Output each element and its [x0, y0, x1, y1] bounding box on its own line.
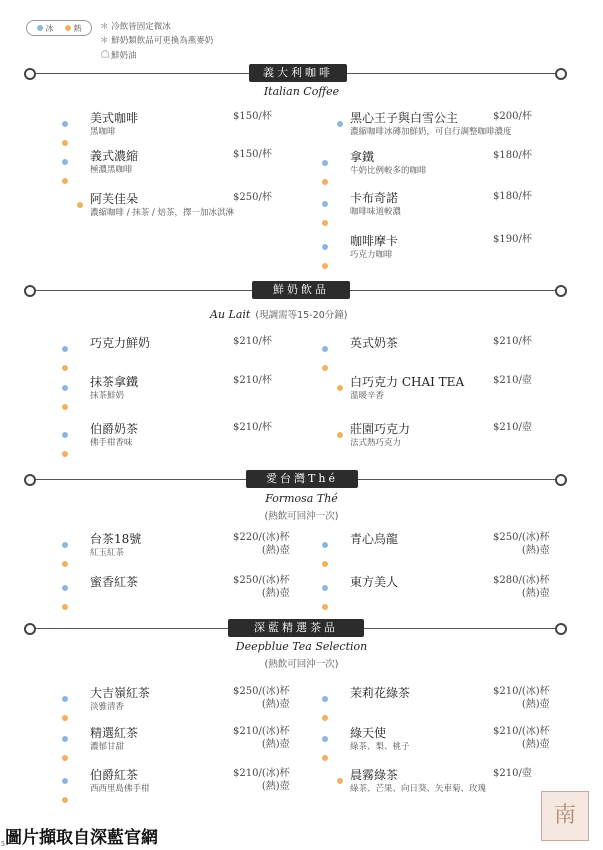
hot-dot-icon: [62, 365, 68, 371]
divider-right-dot: [555, 285, 567, 297]
note-iced: ＊ 冷飲皆固定微冰: [100, 22, 171, 32]
section-note-formosa-the: (熱飲可回沖一次): [264, 511, 339, 522]
item-price: $250/(冰)杯 (熱)壺: [493, 532, 550, 556]
item-price: $150/杯: [233, 149, 272, 160]
hot-dot-icon: [62, 561, 68, 567]
legend-iced: 冰: [37, 23, 54, 34]
hot-dot-icon: [322, 755, 328, 761]
section-subtitle-deepblue-tea: Deepblue Tea Selection: [235, 640, 368, 653]
item-name: 晨霧綠茶: [350, 768, 399, 782]
item-price: $280/(冰)杯 (熱)壺: [493, 575, 550, 599]
image-source-caption: 圖片擷取自深藍官網: [5, 828, 158, 848]
hot-dot-icon: [322, 561, 328, 567]
item-price: $200/杯: [493, 111, 532, 122]
item-price: $210/杯: [233, 336, 272, 347]
item-price: $250/杯: [233, 192, 272, 203]
hot-dot-icon: [322, 179, 328, 185]
section-note-deepblue-tea: (熱飲可回沖一次): [264, 659, 339, 670]
section-title-au-lait: 鮮奶飲品: [252, 281, 350, 299]
item-description: 西西里島佛手柑: [90, 784, 150, 794]
whipped-cream-icon: [100, 48, 109, 57]
iced-dot-icon: [322, 346, 328, 352]
section-title-formosa-the: 愛台灣Thé: [246, 470, 358, 488]
item-name: 咖啡摩卡: [350, 234, 399, 248]
item-name: 青心烏龍: [350, 532, 399, 546]
section-note-au-lait: (現調需等15-20分鐘): [255, 310, 348, 321]
hot-dot-icon: [322, 220, 328, 226]
item-description: 淡雅清香: [90, 702, 125, 712]
item-description: 溫暖辛香: [350, 391, 385, 401]
item-name: 蜜香紅茶: [90, 575, 139, 589]
iced-dot-icon: [322, 160, 328, 166]
iced-dot-icon: [322, 542, 328, 548]
note-oat: ＊ 鮮奶類飲品可更換為燕麥奶: [100, 36, 214, 46]
hot-dot-icon: [322, 604, 328, 610]
iced-dot-icon: [322, 585, 328, 591]
hot-dot-icon: [62, 404, 68, 410]
shop-stamp-logo: 南: [541, 791, 589, 841]
section-subtitle-formosa-the: Formosa Thé: [265, 492, 338, 505]
iced-dot-icon: [62, 736, 68, 742]
item-name: 美式咖啡: [90, 111, 139, 125]
hot-dot-icon: [322, 263, 328, 269]
section-subtitle-row: [210, 303, 347, 322]
item-description: 咖啡味道較濃: [350, 207, 402, 217]
section-subtitle-italian-coffee: Italian Coffee: [263, 85, 340, 98]
hot-dot-icon: [62, 604, 68, 610]
item-price: $210/壺: [493, 375, 532, 386]
hot-dot-icon: [62, 715, 68, 721]
section-subtitle-au-lait: Au Lait: [210, 308, 251, 321]
item-price: $210/(冰)杯 (熱)壺: [493, 686, 550, 710]
item-description: 極濃黑咖啡: [90, 165, 133, 175]
iced-dot-icon: [337, 121, 343, 127]
item-description: 黑咖啡: [90, 127, 116, 137]
divider-left-dot: [24, 623, 36, 635]
iced-dot-icon: [322, 201, 328, 207]
section-title-italian-coffee: 義大利咖啡: [249, 64, 347, 82]
item-name: 英式奶茶: [350, 336, 399, 350]
item-name: 黑心王子與白雪公主: [350, 111, 459, 125]
temperature-legend: [26, 20, 92, 36]
item-description: 濃郁甘甜: [90, 742, 125, 752]
item-price: $220/(冰)杯 (熱)壺: [233, 532, 290, 556]
item-price: $150/杯: [233, 111, 272, 122]
iced-dot-icon: [62, 778, 68, 784]
divider-left-dot: [24, 68, 36, 80]
hot-dot-icon: [337, 432, 343, 438]
item-description: 巧克力咖啡: [350, 250, 393, 260]
menu-notes: [100, 20, 213, 63]
item-name: 伯爵紅茶: [90, 768, 139, 782]
hot-dot-icon: [337, 385, 343, 391]
iced-dot-icon: [322, 736, 328, 742]
item-description: 濃縮咖啡 / 抹茶 / 焙茶，擇一加冰淇淋: [90, 208, 235, 218]
hot-dot-icon: [62, 451, 68, 457]
iced-dot-icon: [322, 244, 328, 250]
item-name: 卡布奇諾: [350, 191, 399, 205]
item-price: $210/(冰)杯 (熱)壺: [233, 726, 290, 750]
item-price: $250/(冰)杯 (熱)壺: [233, 686, 290, 710]
divider-right-dot: [555, 68, 567, 80]
item-price: $210/(冰)杯 (熱)壺: [493, 726, 550, 750]
item-description: 法式熱巧克力: [350, 438, 402, 448]
iced-dot-icon: [62, 542, 68, 548]
hot-dot-icon: [322, 715, 328, 721]
item-name: 義式濃縮: [90, 149, 139, 163]
item-name: 白巧克力 CHAI TEA: [350, 375, 465, 389]
item-price: $210/杯: [233, 422, 272, 433]
hot-dot-icon: [62, 140, 68, 146]
item-name: 拿鐵: [350, 150, 375, 164]
item-price: $180/杯: [493, 191, 532, 202]
iced-dot-icon: [62, 121, 68, 127]
item-description: 抹茶鮮奶: [90, 391, 125, 401]
item-description: 佛手柑香味: [90, 438, 133, 448]
iced-dot-icon: [62, 432, 68, 438]
note-cream: 鮮奶油: [100, 48, 213, 63]
item-price: $210/(冰)杯 (熱)壺: [233, 768, 290, 792]
item-name: 巧克力鮮奶: [90, 336, 151, 350]
item-price: $180/杯: [493, 150, 532, 161]
item-description: 濃縮咖啡冰磚加鮮奶，可自行調整咖啡濃度: [350, 127, 512, 137]
iced-dot-icon: [322, 696, 328, 702]
iced-dot-icon: [37, 25, 43, 31]
hot-dot-icon: [62, 797, 68, 803]
item-name: 台茶18號: [90, 532, 142, 546]
hot-dot-icon: [62, 178, 68, 184]
item-price: $210/杯: [493, 336, 532, 347]
item-price: $210/壺: [493, 768, 532, 779]
divider-left-dot: [24, 285, 36, 297]
item-name: 大吉嶺紅茶: [90, 686, 151, 700]
item-description: 綠茶、梨、桃子: [350, 742, 410, 752]
item-name: 伯爵奶茶: [90, 422, 139, 436]
iced-dot-icon: [62, 585, 68, 591]
item-name: 抹茶拿鐵: [90, 375, 139, 389]
page-number: 5: [1, 841, 5, 848]
divider-right-dot: [555, 623, 567, 635]
item-price: $210/杯: [233, 375, 272, 386]
item-description: 綠茶、芒果、向日葵、矢車菊、玫瑰: [350, 784, 487, 794]
item-price: $210/壺: [493, 422, 532, 433]
iced-dot-icon: [62, 385, 68, 391]
item-name: 綠天使: [350, 726, 387, 740]
hot-dot-icon: [322, 365, 328, 371]
divider-right-dot: [555, 474, 567, 486]
item-name: 東方美人: [350, 575, 399, 589]
divider-left-dot: [24, 474, 36, 486]
section-title-deepblue-tea: 深藍精選茶品: [228, 619, 364, 637]
item-name: 莊園巧克力: [350, 422, 411, 436]
iced-dot-icon: [62, 346, 68, 352]
hot-dot-icon: [62, 755, 68, 761]
item-description: 紅玉紅茶: [90, 548, 125, 558]
hot-dot-icon: [65, 25, 71, 31]
item-price: $250/(冰)杯 (熱)壺: [233, 575, 290, 599]
iced-dot-icon: [62, 696, 68, 702]
item-price: $190/杯: [493, 234, 532, 245]
item-description: 牛奶比例較多的咖啡: [350, 166, 427, 176]
item-name: 阿芙佳朵: [90, 192, 139, 206]
legend-hot: 熱: [65, 23, 82, 34]
item-name: 茉莉花綠茶: [350, 686, 411, 700]
item-name: 精選紅茶: [90, 726, 139, 740]
hot-dot-icon: [77, 202, 83, 208]
hot-dot-icon: [337, 778, 343, 784]
iced-dot-icon: [62, 159, 68, 165]
